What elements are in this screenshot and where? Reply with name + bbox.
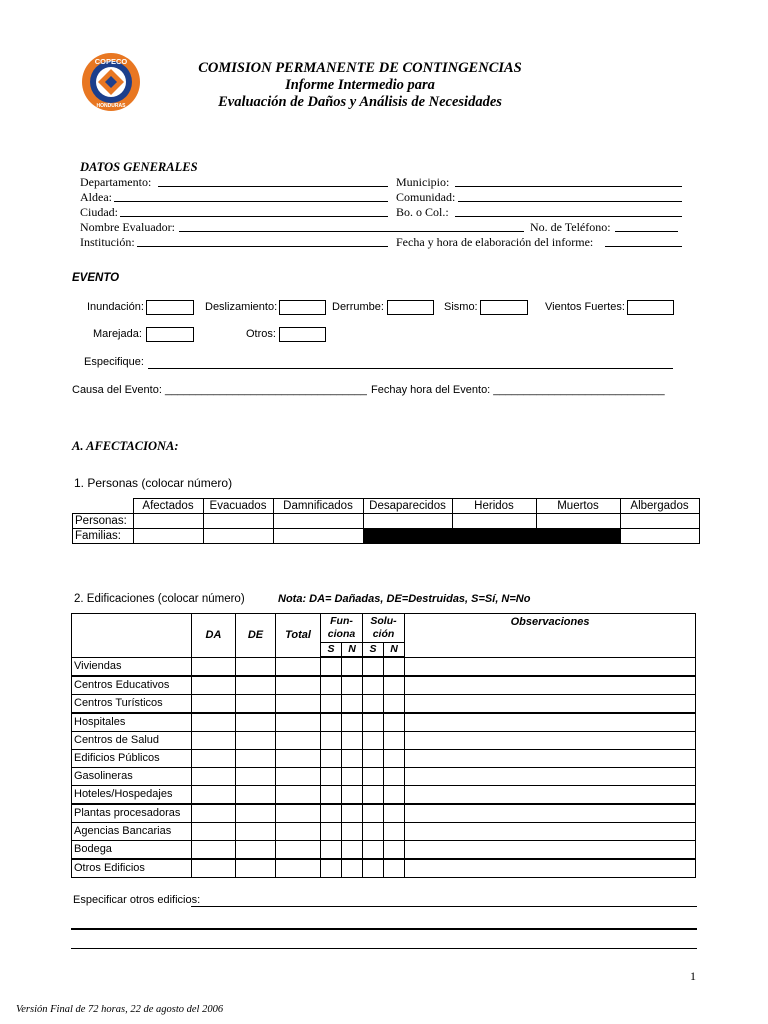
document-header bbox=[150, 60, 570, 111]
row-label: Centros de Salud bbox=[72, 732, 192, 750]
table-cell[interactable] bbox=[276, 786, 321, 805]
table-cell[interactable] bbox=[236, 732, 276, 750]
col-da: DA bbox=[192, 614, 236, 658]
departamento-label: Departamento: bbox=[80, 175, 152, 189]
nombre-evaluador-field[interactable] bbox=[179, 220, 524, 232]
table-cell[interactable] bbox=[342, 695, 363, 714]
table-cell[interactable] bbox=[384, 786, 405, 805]
table-row bbox=[72, 786, 696, 805]
table-row bbox=[72, 841, 696, 860]
table-row bbox=[72, 804, 696, 823]
comunidad-field[interactable] bbox=[458, 190, 682, 202]
table-cell[interactable] bbox=[342, 841, 363, 860]
departamento-field[interactable] bbox=[158, 175, 388, 187]
table-cell[interactable] bbox=[192, 695, 236, 714]
table-cell[interactable] bbox=[384, 841, 405, 860]
table-cell[interactable] bbox=[405, 732, 696, 750]
sismo-box[interactable] bbox=[480, 300, 528, 315]
sismo-label: Sismo: bbox=[444, 301, 478, 313]
header-line-1: COMISION PERMANENTE DE CONTINGENCIAS bbox=[198, 60, 522, 76]
table-cell[interactable] bbox=[405, 713, 696, 732]
table-cell[interactable] bbox=[384, 657, 405, 676]
comunidad-label: Comunidad: bbox=[396, 190, 456, 204]
table-cell[interactable] bbox=[192, 841, 236, 860]
table-cell[interactable] bbox=[363, 804, 384, 823]
table-cell[interactable] bbox=[321, 823, 342, 841]
municipio-label: Municipio: bbox=[396, 175, 450, 189]
table-cell[interactable] bbox=[276, 804, 321, 823]
table-cell[interactable] bbox=[342, 823, 363, 841]
telefono-field[interactable] bbox=[615, 220, 678, 232]
col-muertos: Muertos bbox=[536, 499, 620, 514]
logo-text-top: COPECO bbox=[94, 57, 128, 66]
table-cell[interactable] bbox=[405, 786, 696, 805]
datos-generales-title: DATOS GENERALES bbox=[80, 160, 198, 174]
row-familias-label: Familias: bbox=[73, 529, 134, 544]
col-afectados: Afectados bbox=[133, 499, 203, 514]
table-row bbox=[73, 529, 700, 544]
table-cell[interactable] bbox=[192, 859, 236, 878]
edificaciones-title: 2. Edificaciones (colocar número) bbox=[74, 593, 245, 605]
table-cell[interactable] bbox=[384, 713, 405, 732]
table-row bbox=[72, 768, 696, 786]
table-cell[interactable] bbox=[276, 750, 321, 768]
especificar-line-3[interactable] bbox=[71, 948, 697, 949]
table-row bbox=[72, 823, 696, 841]
table-cell[interactable] bbox=[236, 713, 276, 732]
col-observaciones: Observaciones bbox=[405, 614, 696, 658]
table-cell[interactable] bbox=[236, 841, 276, 860]
table-cell[interactable] bbox=[342, 768, 363, 786]
table-cell[interactable] bbox=[236, 657, 276, 676]
vientos-box[interactable] bbox=[627, 300, 674, 315]
table-cell[interactable] bbox=[363, 823, 384, 841]
table-cell[interactable] bbox=[363, 732, 384, 750]
row-label: Hoteles/Hospedajes bbox=[72, 786, 192, 805]
table-cell[interactable] bbox=[363, 786, 384, 805]
row-label: Agencias Bancarias bbox=[72, 823, 192, 841]
table-cell[interactable] bbox=[342, 676, 363, 695]
table-cell[interactable] bbox=[321, 841, 342, 860]
edificaciones-nota: Nota: DA= Dañadas, DE=Destruidas, S=Sí, N=No bbox=[278, 593, 531, 605]
table-cell[interactable] bbox=[276, 859, 321, 878]
table-cell[interactable] bbox=[405, 676, 696, 695]
datos-generales-block bbox=[80, 175, 690, 250]
derrumbe-label: Derrumbe: bbox=[332, 301, 384, 313]
aldea-label: Aldea: bbox=[80, 190, 112, 204]
institucion-field[interactable] bbox=[137, 235, 388, 247]
table-cell[interactable] bbox=[236, 750, 276, 768]
table-cell[interactable] bbox=[276, 841, 321, 860]
especifique-label: Especifique: bbox=[84, 356, 144, 368]
table-cell[interactable] bbox=[363, 657, 384, 676]
bo-col-label: Bo. o Col.: bbox=[396, 205, 449, 219]
institucion-label: Institución: bbox=[80, 235, 135, 249]
table-cell[interactable] bbox=[405, 768, 696, 786]
municipio-field[interactable] bbox=[455, 175, 682, 187]
aldea-field[interactable] bbox=[114, 190, 388, 202]
table-cell[interactable] bbox=[236, 804, 276, 823]
evento-block bbox=[0, 300, 768, 400]
table-cell[interactable] bbox=[192, 823, 236, 841]
table-cell[interactable] bbox=[192, 732, 236, 750]
table-cell[interactable] bbox=[192, 657, 236, 676]
table-cell[interactable] bbox=[276, 768, 321, 786]
table-cell[interactable] bbox=[236, 859, 276, 878]
table-cell[interactable] bbox=[192, 768, 236, 786]
table-cell[interactable] bbox=[363, 859, 384, 878]
table-row bbox=[72, 713, 696, 732]
table-cell[interactable] bbox=[276, 732, 321, 750]
col-desaparecidos: Desaparecidos bbox=[363, 499, 452, 514]
col-funciona: Fun- ciona bbox=[321, 614, 363, 643]
telefono-label: No. de Teléfono: bbox=[530, 220, 611, 234]
table-cell[interactable] bbox=[384, 695, 405, 714]
header-line-3: Evaluación de Daños y Análisis de Necesidades bbox=[218, 94, 502, 110]
especificar-otros-label: Especificar otros edificios: bbox=[73, 894, 201, 906]
marejada-label: Marejada: bbox=[93, 328, 142, 340]
table-cell[interactable] bbox=[405, 804, 696, 823]
otros-label: Otros: bbox=[246, 328, 276, 340]
header-line-2: Informe Intermedio para bbox=[285, 77, 435, 93]
table-cell[interactable] bbox=[384, 676, 405, 695]
table-cell[interactable] bbox=[384, 750, 405, 768]
table-cell[interactable] bbox=[236, 676, 276, 695]
table-row bbox=[72, 859, 696, 878]
personas-title: 1. Personas (colocar número) bbox=[74, 476, 233, 490]
fecha-hora-label: Fecha y hora de elaboración del informe: bbox=[396, 235, 594, 249]
table-cell[interactable] bbox=[363, 768, 384, 786]
table-cell[interactable] bbox=[321, 859, 342, 878]
table-cell[interactable] bbox=[321, 768, 342, 786]
table-cell[interactable] bbox=[405, 695, 696, 714]
col-evacuados: Evacuados bbox=[203, 499, 273, 514]
col-solucion-s: S bbox=[363, 643, 384, 658]
table-cell[interactable] bbox=[276, 695, 321, 714]
page-number: 1 bbox=[690, 969, 696, 983]
bo-col-field[interactable] bbox=[455, 205, 682, 217]
table-cell[interactable] bbox=[384, 768, 405, 786]
col-funciona-s: S bbox=[321, 643, 342, 658]
table-row bbox=[72, 732, 696, 750]
otros-box[interactable] bbox=[279, 327, 326, 342]
table-cell[interactable] bbox=[192, 786, 236, 805]
table-cell[interactable] bbox=[236, 768, 276, 786]
ciudad-field[interactable] bbox=[120, 205, 388, 217]
table-cell[interactable] bbox=[384, 804, 405, 823]
fecha-hora-field[interactable] bbox=[605, 235, 682, 247]
edificaciones-table bbox=[71, 613, 696, 878]
table-cell[interactable] bbox=[363, 713, 384, 732]
table-cell[interactable] bbox=[321, 676, 342, 695]
table-cell[interactable] bbox=[405, 823, 696, 841]
table-cell[interactable] bbox=[321, 786, 342, 805]
col-damnificados: Damnificados bbox=[273, 499, 363, 514]
deslizamiento-label: Deslizamiento: bbox=[205, 301, 278, 313]
table-cell[interactable] bbox=[192, 750, 236, 768]
table-cell[interactable] bbox=[276, 657, 321, 676]
row-label: Otros Edificios bbox=[72, 859, 192, 878]
table-cell[interactable] bbox=[342, 657, 363, 676]
table-row bbox=[73, 514, 700, 529]
table-cell[interactable] bbox=[405, 657, 696, 676]
especificar-otros-field[interactable] bbox=[191, 906, 697, 907]
nombre-evaluador-label: Nombre Evaluador: bbox=[80, 220, 175, 234]
table-cell[interactable] bbox=[363, 841, 384, 860]
table-cell[interactable] bbox=[276, 823, 321, 841]
col-total: Total bbox=[276, 614, 321, 658]
table-cell[interactable] bbox=[321, 804, 342, 823]
table-cell[interactable] bbox=[384, 732, 405, 750]
table-row bbox=[72, 657, 696, 676]
table-cell[interactable] bbox=[342, 859, 363, 878]
row-label: Hospitales bbox=[72, 713, 192, 732]
table-cell[interactable] bbox=[405, 750, 696, 768]
table-cell[interactable] bbox=[405, 841, 696, 860]
table-cell[interactable] bbox=[321, 657, 342, 676]
col-de: DE bbox=[236, 614, 276, 658]
col-heridos: Heridos bbox=[452, 499, 536, 514]
col-solucion-n: N bbox=[384, 643, 405, 658]
copeco-logo bbox=[81, 52, 141, 112]
derrumbe-box[interactable] bbox=[387, 300, 434, 315]
vientos-label: Vientos Fuertes: bbox=[545, 301, 625, 313]
row-label: Centros Educativos bbox=[72, 676, 192, 695]
table-cell[interactable] bbox=[342, 750, 363, 768]
table-row bbox=[72, 750, 696, 768]
row-label: Gasolineras bbox=[72, 768, 192, 786]
table-cell[interactable] bbox=[321, 695, 342, 714]
row-personas-label: Personas: bbox=[73, 514, 134, 529]
logo-text-bottom: HONDURAS bbox=[96, 103, 126, 109]
especificar-line-2[interactable] bbox=[71, 928, 697, 930]
footer-version: Versión Final de 72 horas, 22 de agosto del 2006 bbox=[16, 1004, 224, 1015]
table-cell[interactable] bbox=[276, 713, 321, 732]
deslizamiento-box[interactable] bbox=[279, 300, 326, 315]
row-label: Plantas procesadoras bbox=[72, 804, 192, 823]
table-cell[interactable] bbox=[321, 750, 342, 768]
table-cell[interactable] bbox=[363, 676, 384, 695]
ciudad-label: Ciudad: bbox=[80, 205, 118, 219]
table-cell[interactable] bbox=[342, 804, 363, 823]
table-cell[interactable] bbox=[236, 786, 276, 805]
col-solucion: Solu- ción bbox=[363, 614, 405, 643]
inundacion-box[interactable] bbox=[146, 300, 194, 315]
table-cell[interactable] bbox=[192, 804, 236, 823]
table-cell[interactable] bbox=[363, 750, 384, 768]
col-albergados: Albergados bbox=[620, 499, 699, 514]
inundacion-label: Inundación: bbox=[87, 301, 144, 313]
table-cell[interactable] bbox=[405, 859, 696, 878]
table-cell[interactable] bbox=[236, 823, 276, 841]
table-cell[interactable] bbox=[192, 676, 236, 695]
table-row bbox=[72, 676, 696, 695]
table-row bbox=[72, 695, 696, 714]
col-funciona-n: N bbox=[342, 643, 363, 658]
table-cell[interactable] bbox=[342, 732, 363, 750]
table-cell[interactable] bbox=[321, 732, 342, 750]
table-cell[interactable] bbox=[384, 859, 405, 878]
table-cell[interactable] bbox=[384, 823, 405, 841]
table-cell[interactable] bbox=[342, 713, 363, 732]
table-cell[interactable] bbox=[321, 713, 342, 732]
personas-table bbox=[72, 498, 700, 544]
fecha-evento-label: Fechay hora del Evento: ____________________________ bbox=[371, 384, 665, 396]
marejada-box[interactable] bbox=[146, 327, 194, 342]
row-label: Viviendas bbox=[72, 657, 192, 676]
table-cell[interactable] bbox=[276, 676, 321, 695]
table-cell[interactable] bbox=[363, 695, 384, 714]
edificaciones-body bbox=[72, 657, 696, 878]
evento-title: EVENTO bbox=[72, 272, 120, 284]
row-label: Edificios Públicos bbox=[72, 750, 192, 768]
table-cell[interactable] bbox=[236, 695, 276, 714]
especifique-field[interactable] bbox=[148, 357, 673, 369]
causa-evento-label: Causa del Evento: _________________________________ bbox=[72, 384, 367, 396]
row-label: Centros Turísticos bbox=[72, 695, 192, 714]
table-cell[interactable] bbox=[342, 786, 363, 805]
row-label: Bodega bbox=[72, 841, 192, 860]
table-cell[interactable] bbox=[192, 713, 236, 732]
section-a-title: A. AFECTACIONA: bbox=[72, 439, 179, 453]
